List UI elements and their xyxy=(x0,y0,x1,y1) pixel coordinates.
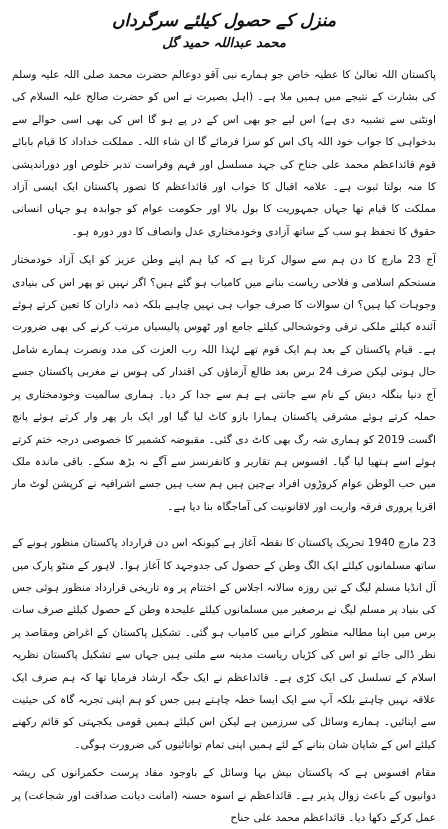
article-title: منزل کے حصول کیلئے سرگرداں xyxy=(112,11,336,31)
article-paragraph-1: پاکستان اللہ تعالیٰ کا عطیہ خاص جو ہمارے نبی آقو دوعالم حضرت محمد صلی اللہ علیہ وسلم کی بشارت کے نتیجے میں ہمیں ملا ہے۔ (اہل بصیرت نے اس کو حضرت صالح علیہ السلام کی اونٹنی سے تشبیہ دی ہے) اس لیے جو بھی اس کے در پے ہو گا اس کی بھی اسی حوالے سے بدخواہی کا جواب خود اللہ پاک اس کو سزا فرمائے گا ان شاء اللہ۔ مملکت خداداد کا قیام بابائے قوم قائداعظم محمد علی جناح کی جہد مسلسل اور فہم وفراست تدبر خلوص اور دوراندیشی کا منہ بولتا ثبوت ہے۔ علامہ اقبال کا خواب اور قائداعظم کا تصور پاکستان ایک ایسی آزاد مملکت کا قیام تھا جہاں جمہوریت کا بول بالا اور حکومت عوام کو جوابدہ ہو جہاں انسانی حقوق کا تحفظ ہو سب کے ساتھ آزادی وخودمختاری عدل وانصاف کا دور دورہ ہو۔ xyxy=(12,69,436,238)
article-paragraph-2: آج 23 مارچ کا دن ہم سے سوال کرتا ہے کہ کیا ہم اپنے وطن عزیز کو ایک آزاد خودمختار مستحکم اسلامی و فلاحی ریاست بنانے میں کامیاب ہو گئے ہیں؟ اگر نہیں تو پھر اس کی بنیادی وجوہات کیا ہیں؟ ان سوالات کا صرف جواب ہی نہیں چاہیے بلکہ ذمہ داران کا تعین کرتے ہوئے آئندہ کیلئے ملکی ترقی وخوشحالی کیلئے جامع اور ٹھوس پالیسیاں مرتب کرنے کی بھی ضرورت ہے۔ قیام پاکستان کے بعد ہم ایک قوم تھے لہٰذا اللہ رب العزت کی مدد ونصرت ہمارے شامل حال ہوتی لیکن صرف 24 برس بعد طالع آزماؤں کی اقتدار کی ہوس نے مغربی پاکستان جسے آج دنیا بنگلہ دیش کے نام سے جانتی ہے ہم سے جدا کر دیا۔ ہماری سالمیت وخودمختاری پر حملہ کرتے ہوئے مشرقی پاکستان ہمارا بازو کاٹ لیا گیا اور ایک بار پھر وار کرتے ہوئے پانچ اگست 2019 کو ہماری شہ رگ بھی کاٹ دی گئی۔ مقبوضہ کشمیر کا خصوصی درجہ ختم کرتے ہوئے اسے ہتھیا لیا گیا۔ افسوس ہم تقاریر و کانفرنسز سے آگے نہ بڑھ سکے۔ باقی ماندہ ملک میں حب الوطن عوام کروڑوں افراد بےچین ہیں ہم سب ہیں جسے اشرافیہ نے کرپشن لوٹ مار اقربا پروری فرقہ واریت اور لاقانونیت کی آماجگاہ بنا دیا ہے۔ xyxy=(12,254,437,513)
article-author: محمد عبداللہ حمید گل xyxy=(162,36,286,51)
article-paragraph-3: 23 مارچ 1940 تحریک پاکستان کا نقطہ آغاز ہے کیونکہ اس دن قرارداد پاکستان منظور ہونے کے ساتھ مسلمانوں کیلئے ایک الگ وطن کے حصول کی جدوجہد کا آغاز ہوا۔ لاہور کے منٹو پارک میں آل انڈیا مسلم لیگ کے تین روزہ سالانہ اجلاس کے اختتام پر وہ تاریخی قرارداد منظور ہوئی جس کی بنیاد پر مسلم لیگ نے برصغیر میں مسلمانوں کیلئے علیحدہ وطن کے حصول کیلئے صرف سات برس میں اپنا مطالبہ منظور کرانے میں کامیاب ہو گئی۔ تشکیل پاکستان کے اغراض ومقاصد پر نظر ڈالی جائے تو اس کی کڑیاں ریاست مدینہ سے ملتی ہیں جہاں سے تشکیل پاکستان نظریہ اسلام کے تسلسل کی ایک کڑی ہے۔ قائداعظم نے ایک جگہ ارشاد فرمایا تھا کہ ہم صرف ایک علاقہ نہیں چاہتے بلکہ آپ سے ایک ایسا خطہ چاہتے ہیں جس کو ہم اپنی تجربہ گاہ کی حیثیت سے اپنائیں۔ ہمارے وسائل کی سرزمین ہے لیکن اس کیلئے ہمیں قومی یکجہتی کو قائم رکھنے کیلئے اس کے شایان شان بنانے کے لئے ہمیں اپنی تمام توانائیوں کی ضرورت ہوگی۔ xyxy=(12,537,436,751)
article-paragraph-4: مقام افسوس ہے کہ پاکستان بیش بہا وسائل کے باوجود مفاد پرست حکمرانوں کی ریشہ دوانیوں کے باعث زوال پذیر ہے۔ قائداعظم نے اسوہ حسنہ (امانت دیانت صداقت اور شجاعت) پر عمل کرکے دکھا دیا۔ قائداعظم محمد علی جناح xyxy=(12,767,436,824)
